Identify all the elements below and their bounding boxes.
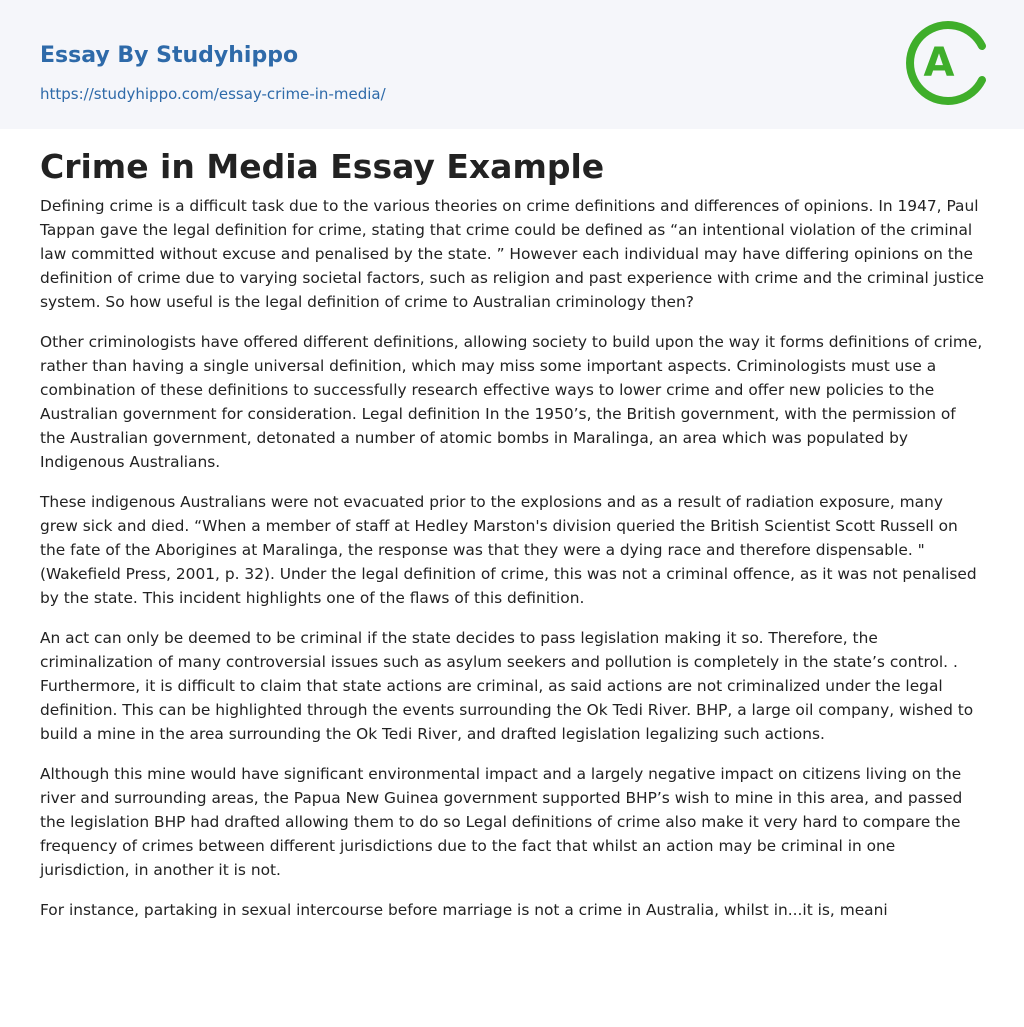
page-title: Crime in Media Essay Example <box>40 147 605 186</box>
page-url-link[interactable]: https://studyhippo.com/essay-crime-in-media/ <box>40 85 386 103</box>
article-paragraph: Other criminologists have offered different definitions, allowing society to build upon the way it forms definitions of crime, rather than having a single universal definition, which may miss some important aspects. Criminologists must use a combination of these definitions to successfully research effective ways to lower crime and offer new policies to the Australian government for consideration. Legal definition In the 1950’s, the British government, with the permission of the Australian government, detonated a number of atomic bombs in Maralinga, an area which was populated by Indigenous Australians. <box>40 333 983 471</box>
article-paragraph: An act can only be deemed to be criminal if the state decides to pass legislation making it so. Therefore, the criminalization of many controversial issues such as asylum seekers and pollution is completely in the state’s control. . Furthermore, it is difficult to claim that state actions are criminal, as said actions are not criminalized under the legal definition. This can be highlighted through the events surrounding the Ok Tedi River. BHP, a large oil company, wished to build a mine in the area surrounding the Ok Tedi River, and drafted legislation legalizing such actions. <box>40 629 974 743</box>
site-brand-link[interactable]: Essay By Studyhippo <box>40 43 299 68</box>
article-paragraph-truncated: For instance, partaking in sexual intercourse before marriage is not a crime in Australia, whilst in...it is, meani <box>40 901 888 919</box>
article-paragraph: Although this mine would have significant environmental impact and a largely negative impact on citizens living on the river and surrounding areas, the Papua New Guinea government supported BHP’s wish to mine in this area, and passed the legislation BHP had drafted allowing them to do so Legal definitions of crime also make it very hard to compare the frequency of crimes between different jurisdictions due to the fact that whilst an action may be criminal in one jurisdiction, in another it is not. <box>40 765 963 879</box>
article <box>40 144 984 938</box>
article-paragraph: These indigenous Australians were not evacuated prior to the explosions and as a result of radiation exposure, many grew sick and died. “When a member of staff at Hedley Marston's division queried the British Scientist Scott Russell on the fate of the Aborigines at Maralinga, the response was that they were a dying race and therefore dispensable. " (Wakefield Press, 2001, p. 32). Under the legal definition of crime, this was not a criminal offence, as it was not penalised by the state. This incident highlights one of the flaws of this definition. <box>40 493 977 607</box>
studyhippo-logo-icon[interactable] <box>904 18 990 108</box>
site-header <box>0 0 1024 129</box>
logo-letter: A <box>923 40 955 86</box>
article-paragraph: Defining crime is a difficult task due to the various theories on crime definitions and differences of opinions. In 1947, Paul Tappan gave the legal definition for crime, stating that crime could be defined as “an intentional violation of the criminal law committed without excuse and penalised by the state. ” However each individual may have differing opinions on the definition of crime due to varying societal factors, such as religion and past experience with crime and the criminal justice system. So how useful is the legal definition of crime to Australian criminology then? <box>40 197 985 311</box>
